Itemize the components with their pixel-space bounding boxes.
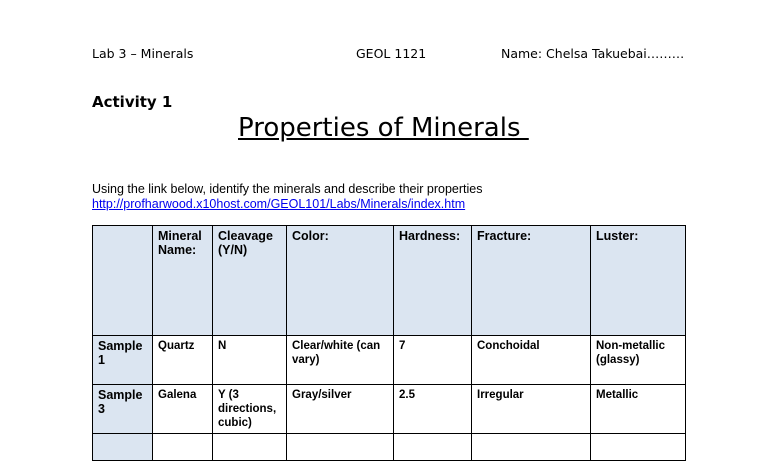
minerals-table: [92, 225, 686, 461]
instructions-text: Using the link below, identify the minerals and describe their properties: [92, 182, 483, 196]
header-cell-hardness: Hardness:: [394, 226, 472, 336]
cell-hardness: [394, 434, 472, 461]
header-cell-color: Color:: [287, 226, 394, 336]
cell-cleavage: Y (3 directions, cubic): [213, 385, 287, 434]
cell-fracture: Conchoidal: [472, 336, 591, 385]
cell-fracture: [472, 434, 591, 461]
cell-luster: Non-metallic (glassy): [591, 336, 686, 385]
header-cell-fracture: Fracture:: [472, 226, 591, 336]
header-course: GEOL 1121: [356, 46, 427, 61]
cell-luster: Metallic: [591, 385, 686, 434]
header-cell-cleavage: Cleavage (Y/N): [213, 226, 287, 336]
header-student-name: Name: Chelsa Takuebai………: [501, 46, 685, 61]
cell-fracture: Irregular: [472, 385, 591, 434]
header-cell-luster: Luster:: [591, 226, 686, 336]
minerals-link[interactable]: http://profharwood.x10host.com/GEOL101/Labs/Minerals/index.htm: [92, 197, 466, 211]
cell-mineral-name: Quartz: [153, 336, 213, 385]
sample-label: Sample 1: [93, 336, 153, 385]
cell-color: Gray/silver: [287, 385, 394, 434]
cell-hardness: 7: [394, 336, 472, 385]
sample-label: Sample 3: [93, 385, 153, 434]
cell-color: [287, 434, 394, 461]
cell-hardness: 2.5: [394, 385, 472, 434]
cell-luster: [591, 434, 686, 461]
table-row: [93, 336, 686, 385]
cell-mineral-name: [153, 434, 213, 461]
table-header-row: [93, 226, 686, 336]
page-title: Properties of Minerals: [238, 113, 529, 143]
header-cell-blank: [93, 226, 153, 336]
activity-heading: Activity 1: [92, 93, 173, 111]
cell-cleavage: [213, 434, 287, 461]
cell-color: Clear/white (can vary): [287, 336, 394, 385]
cell-mineral-name: Galena: [153, 385, 213, 434]
cell-cleavage: N: [213, 336, 287, 385]
header-cell-mineral-name: Mineral Name:: [153, 226, 213, 336]
sample-label: [93, 434, 153, 461]
table-row: [93, 385, 686, 434]
header-lab-title: Lab 3 – Minerals: [92, 46, 194, 61]
table-row: [93, 434, 686, 461]
